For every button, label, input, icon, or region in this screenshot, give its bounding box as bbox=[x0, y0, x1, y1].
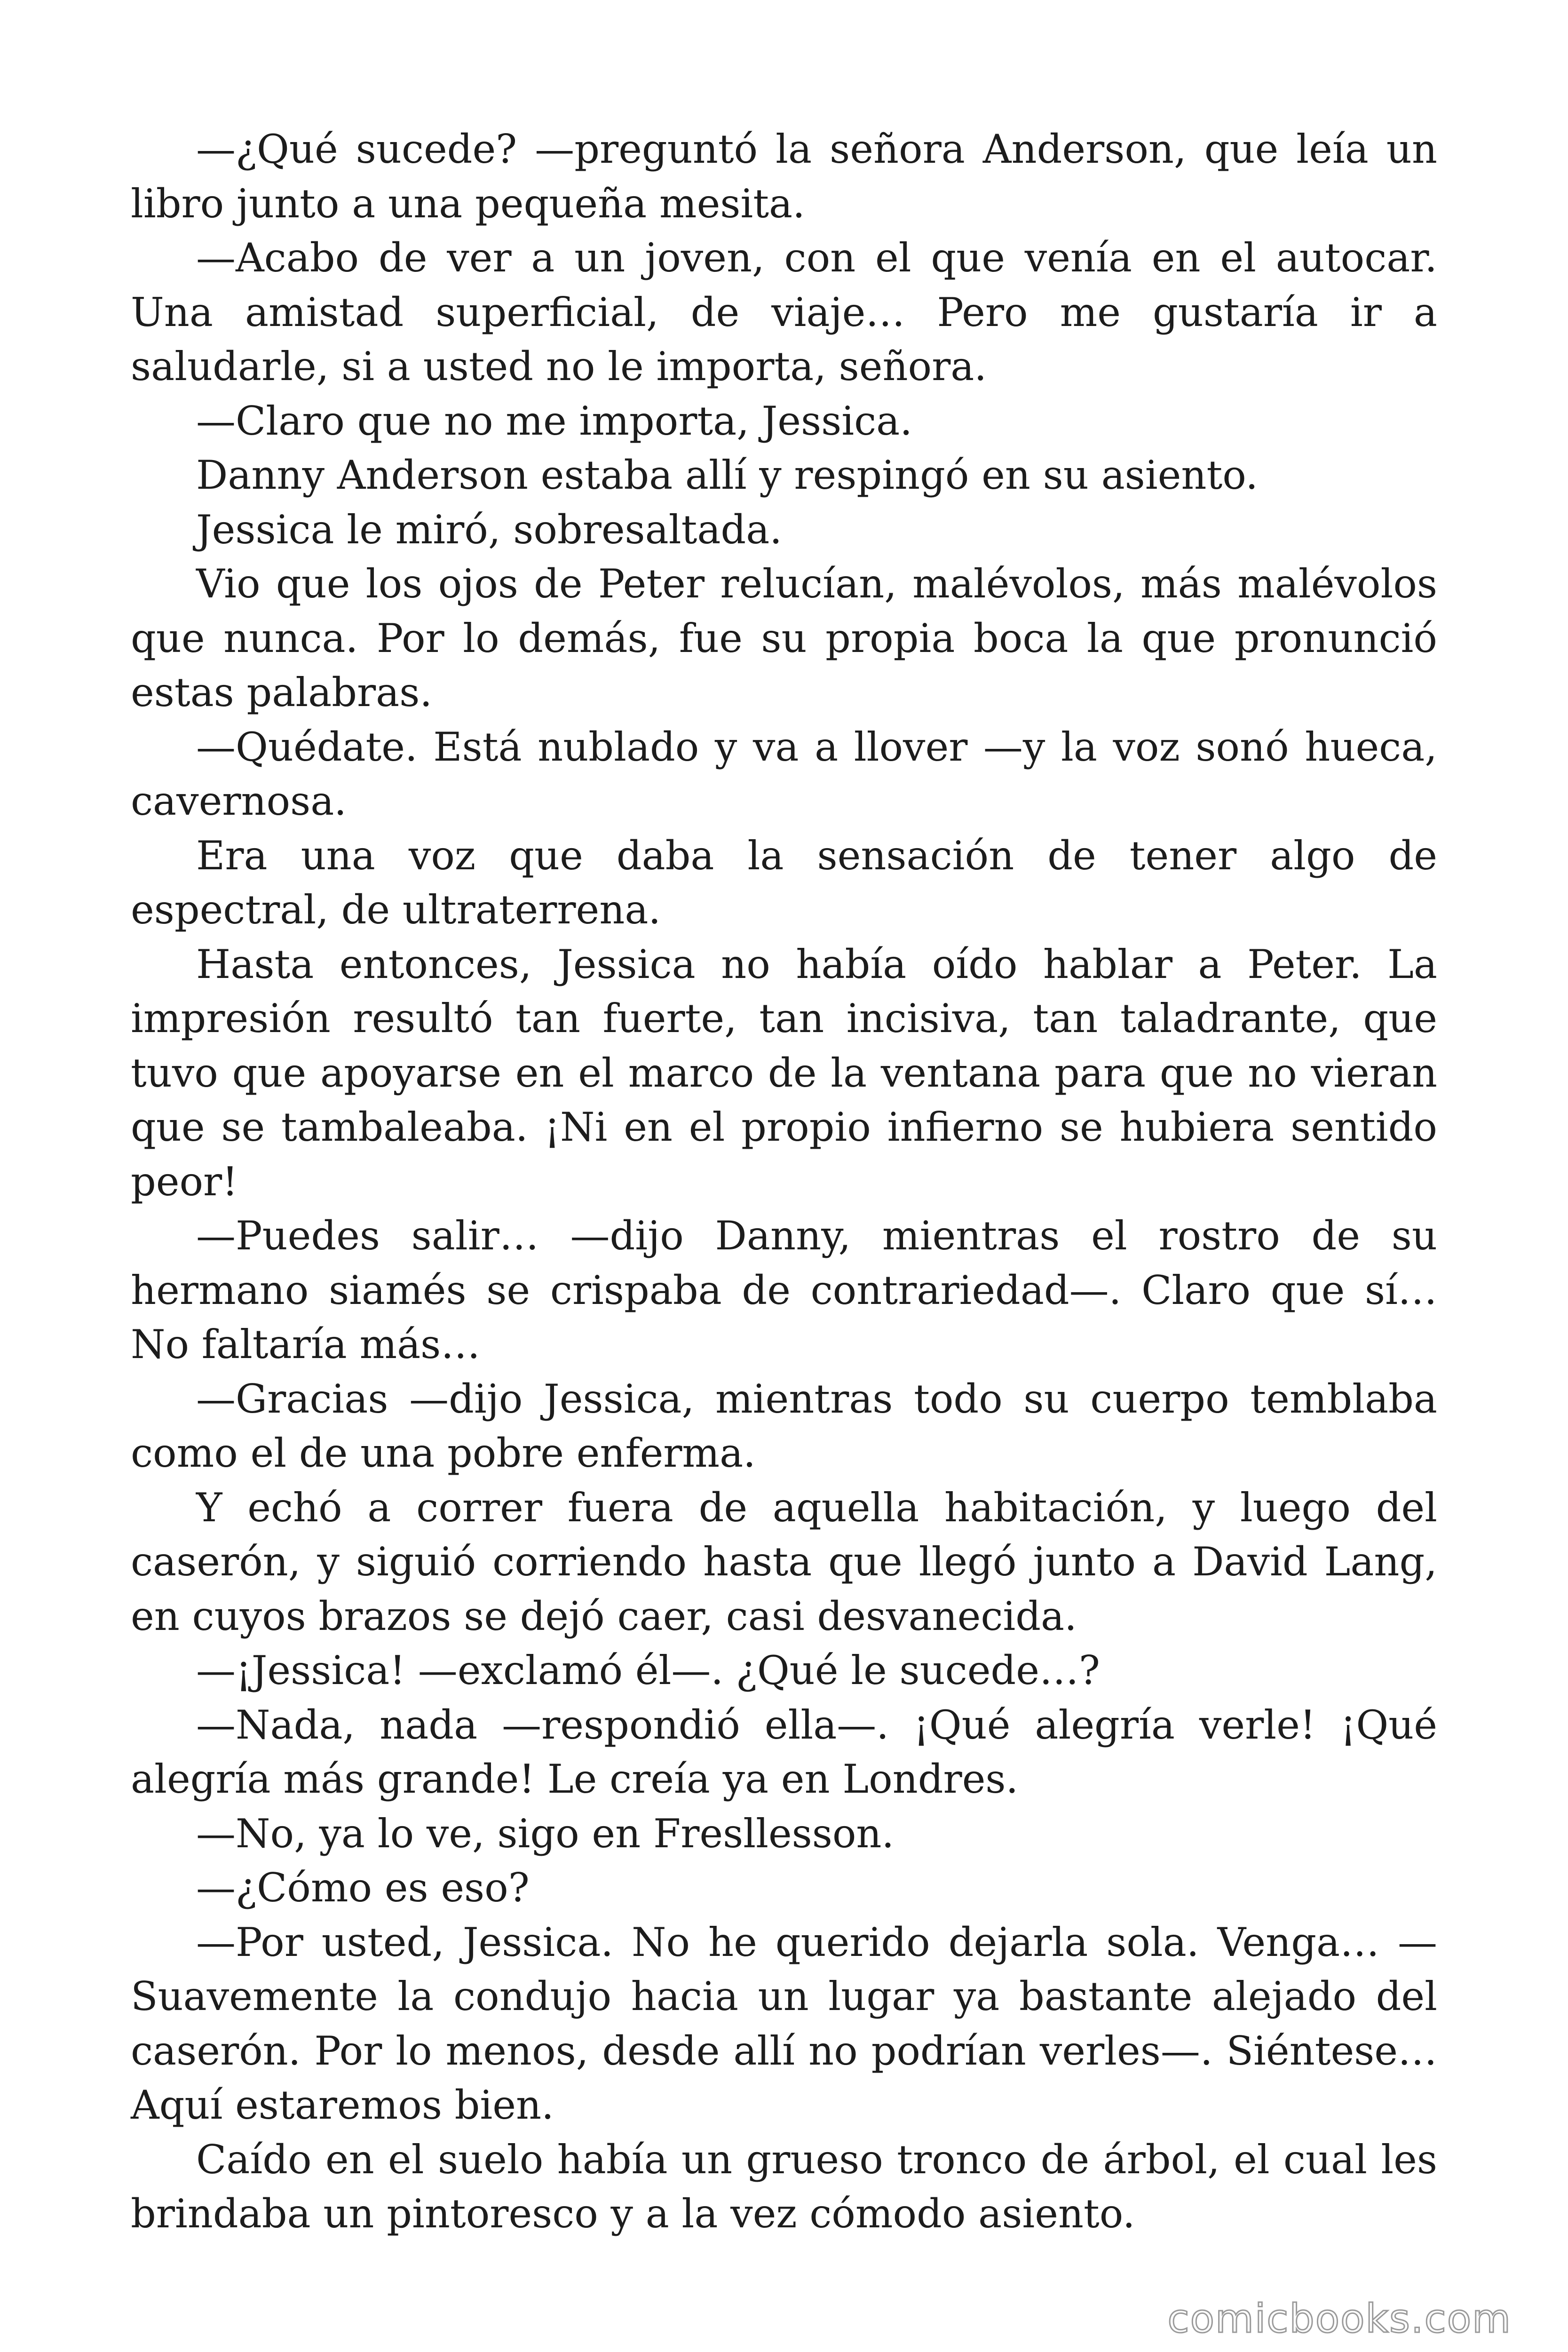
paragraph: —Quédate. Está nublado y va a llover —y la voz sonó hueca, cavernosa. bbox=[131, 723, 1437, 824]
paragraph: —Puedes salir… —dijo Danny, mientras el rostro de su hermano siamés se crispaba de contrariedad—. Claro que sí… No faltaría más… bbox=[131, 1213, 1437, 1367]
paragraph: —Claro que no me importa, Jessica. bbox=[196, 397, 912, 444]
paragraph: —Gracias —dijo Jessica, mientras todo su cuerpo temblaba como el de una pobre enferma. bbox=[131, 1375, 1437, 1476]
paragraph: Y echó a correr fuera de aquella habitación, y luego del caserón, y siguió corriendo hasta que llegó junto a David Lang, en cuyos brazos se dejó caer, casi desvanecida. bbox=[131, 1484, 1437, 1639]
paragraph: —¿Cómo es eso? bbox=[196, 1865, 530, 1911]
paragraph: —Acabo de ver a un joven, con el que venía en el autocar. Una amistad superficial, de viaje… Pero me gustaría ir a saludarle, si a usted no le importa, señora. bbox=[131, 235, 1437, 389]
body-text bbox=[131, 122, 1437, 2241]
paragraph: —Por usted, Jessica. No he querido dejarla sola. Venga… —Suavemente la condujo hacia un lugar ya bastante alejado del caserón. Por lo menos, desde allí no podrían verles—. Siéntese… Aquí estaremos bien. bbox=[131, 1919, 1437, 2128]
paragraph: —¿Qué sucede? —preguntó la señora Anderson, que leía un libro junto a una pequeña mesita. bbox=[131, 126, 1437, 227]
paragraph: Danny Anderson estaba allí y respingó en su asiento. bbox=[196, 452, 1258, 498]
paragraph: —Nada, nada —respondió ella—. ¡Qué alegría verle! ¡Qué alegría más grande! Le creía ya en Londres. bbox=[131, 1701, 1437, 1802]
paragraph: Hasta entonces, Jessica no había oído hablar a Peter. La impresión resultó tan fuerte, tan incisiva, tan taladrante, que tuvo que apoyarse en el marco de la ventana para que no vieran que se tambaleaba. ¡Ni en el propio infierno se hubiera sentido peor! bbox=[131, 941, 1437, 1205]
paragraph: —¡Jessica! —exclamó él—. ¿Qué le sucede…? bbox=[196, 1647, 1100, 1693]
paragraph: —No, ya lo ve, sigo en Fresllesson. bbox=[196, 1810, 895, 1857]
paragraph: Caído en el suelo había un grueso tronco de árbol, el cual les brindaba un pintoresco y a la vez cómodo asiento. bbox=[131, 2136, 1437, 2237]
paragraph: Vio que los ojos de Peter relucían, malévolos, más malévolos que nunca. Por lo demás, fue su propia boca la que pronunció estas palabras. bbox=[131, 561, 1437, 715]
paragraph: Jessica le miró, sobresaltada. bbox=[196, 506, 782, 553]
paragraph: Era una voz que daba la sensación de tener algo de espectral, de ultraterrena. bbox=[131, 832, 1437, 933]
watermark: comicbooks.com bbox=[1167, 2296, 1512, 2342]
